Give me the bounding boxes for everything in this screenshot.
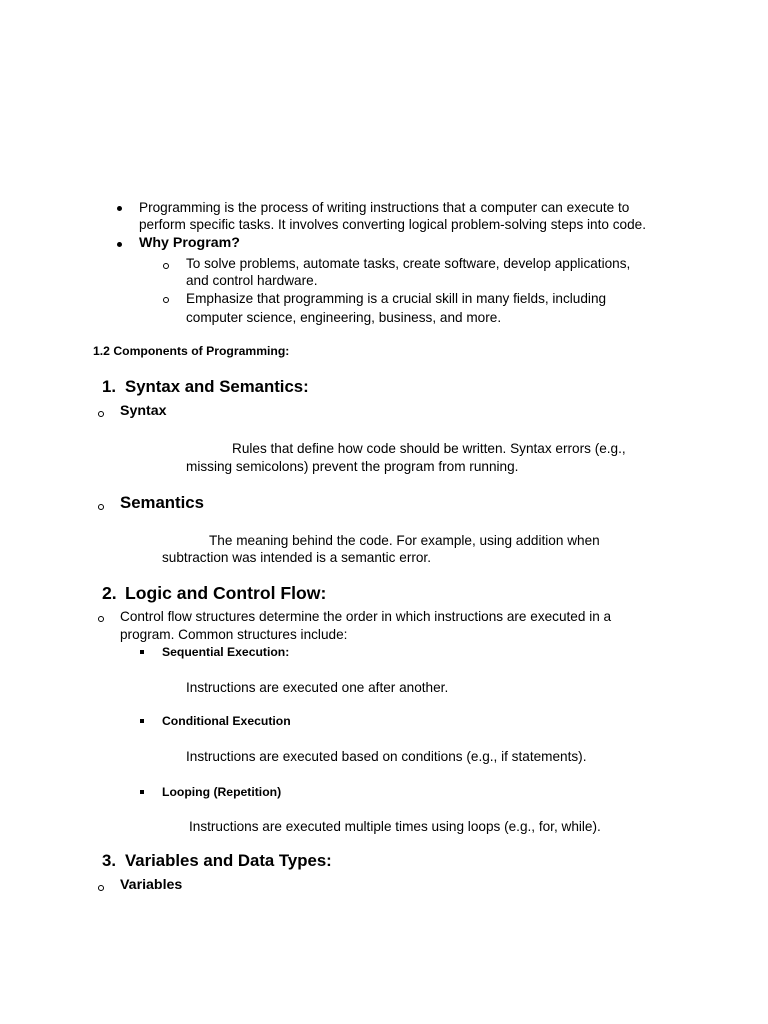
semantics-line-2: subtraction was intended is a semantic error. xyxy=(162,550,431,565)
bullet-circle-icon xyxy=(98,411,104,417)
semantics-line-1: The meaning behind the code. For example, using addition when xyxy=(209,533,600,548)
why-item-2-line-2: computer science, engineering, business, and more. xyxy=(186,310,502,325)
bullet-circle-icon xyxy=(98,504,104,510)
conditional-label: Conditional Execution xyxy=(162,714,291,728)
bullet-disc-icon xyxy=(117,242,122,247)
bullet-circle-icon xyxy=(98,616,104,622)
bullet-circle-icon xyxy=(163,263,169,269)
bullet-square-icon xyxy=(140,790,144,794)
variables-label: Variables xyxy=(120,877,183,893)
bullet-square-icon xyxy=(140,650,144,654)
syntax-line-2: missing semicolons) prevent the program from running. xyxy=(186,459,519,474)
syntax-label: Syntax xyxy=(120,403,167,419)
bullet-square-icon xyxy=(140,719,144,723)
why-item-1-line-1: To solve problems, automate tasks, create software, develop applications, xyxy=(186,256,631,271)
topic-2-number: 2. xyxy=(102,583,117,603)
topic-2-title: Logic and Control Flow: xyxy=(125,583,327,603)
bullet-disc-icon xyxy=(117,206,122,211)
why-program-heading: Why Program? xyxy=(139,235,240,251)
section-heading: 1.2 Components of Programming: xyxy=(93,344,290,358)
definition-line-2: perform specific tasks. It involves converting logical problem-solving steps into code. xyxy=(139,217,646,232)
bullet-circle-icon xyxy=(163,297,169,303)
control-flow-intro-line-1: Control flow structures determine the order in which instructions are executed in a xyxy=(120,609,612,624)
bullet-circle-icon xyxy=(98,885,104,891)
control-flow-intro-line-2: program. Common structures include: xyxy=(120,627,348,642)
sequential-label: Sequential Execution: xyxy=(162,645,290,659)
topic-3-number: 3. xyxy=(102,851,116,870)
why-item-2-line-1: Emphasize that programming is a crucial skill in many fields, including xyxy=(186,291,607,306)
topic-1-title: Syntax and Semantics: xyxy=(125,377,309,396)
definition-line-1: Programming is the process of writing instructions that a computer can execute to xyxy=(139,200,630,215)
sequential-text: Instructions are executed one after another. xyxy=(186,680,449,695)
semantics-label: Semantics xyxy=(120,493,204,512)
looping-label: Looping (Repetition) xyxy=(162,785,282,799)
looping-text: Instructions are executed multiple times using loops (e.g., for, while). xyxy=(189,819,601,834)
topic-3-title: Variables and Data Types: xyxy=(125,851,332,870)
why-item-1-line-2: and control hardware. xyxy=(186,273,318,288)
topic-1-number: 1. xyxy=(102,377,116,396)
conditional-text: Instructions are executed based on conditions (e.g., if statements). xyxy=(186,749,587,764)
syntax-line-1: Rules that define how code should be written. Syntax errors (e.g., xyxy=(232,441,626,456)
